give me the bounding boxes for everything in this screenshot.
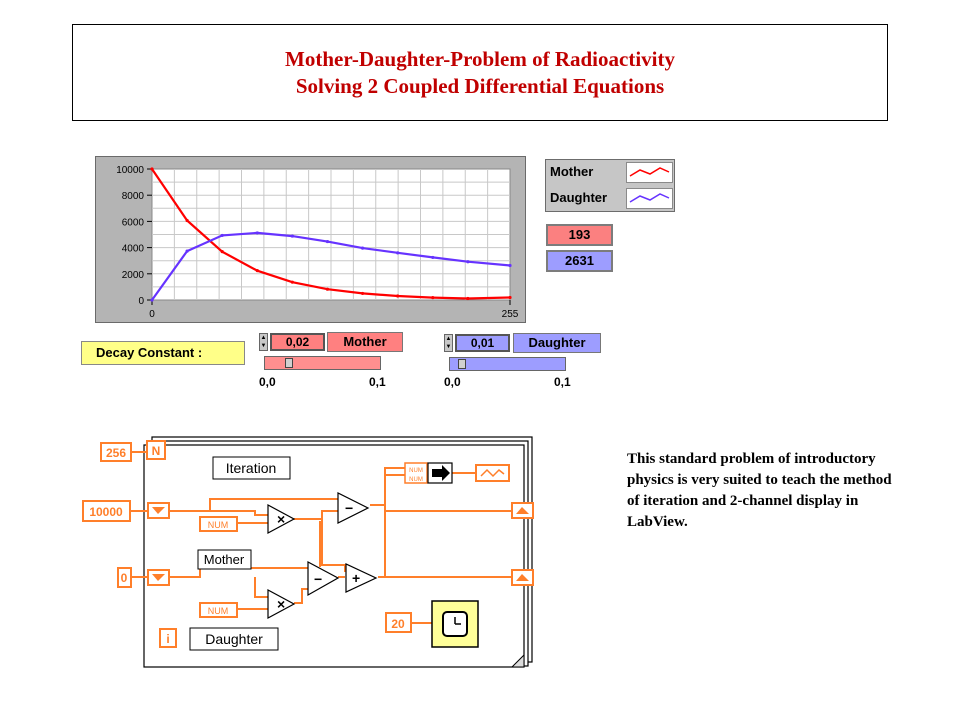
mother-decay-input[interactable]: 0,02 (270, 333, 325, 351)
y-tick-label: 8000 (121, 191, 144, 203)
legend-label-daughter: Daughter (550, 190, 608, 205)
iteration-terminal-label: i (166, 632, 170, 646)
daughter-decay-slider[interactable] (449, 357, 566, 371)
data-point-mother (326, 288, 329, 291)
block-diagram (80, 425, 550, 675)
title-line-1: Mother-Daughter-Problem of Radioactivity (285, 47, 675, 71)
data-point-mother (396, 294, 399, 297)
data-point-mother (185, 219, 188, 222)
mother-init-value: 10000 (89, 505, 123, 519)
data-point-daughter (361, 247, 364, 250)
n-terminal-label: N (151, 444, 161, 458)
legend-swatch-daughter (626, 188, 673, 209)
mother-decay-slider[interactable] (264, 356, 381, 370)
chart-legend (545, 159, 675, 212)
description-text: This standard problem of introductory physics is very suited to teach the method of iteration and 2-channel display in LabView. (627, 451, 892, 530)
data-point-mother (221, 250, 224, 253)
mother-slider-max: 0,1 (369, 375, 386, 389)
mother-name-label: Mother (327, 332, 403, 352)
x-tick-label: 255 (501, 309, 519, 320)
chart-terminal[interactable] (476, 465, 509, 481)
y-tick-label: 6000 (121, 217, 144, 229)
num-label-mother: NUM (207, 520, 229, 530)
data-point-daughter (185, 250, 188, 253)
data-point-daughter (291, 234, 294, 237)
legend-swatch-mother (626, 162, 673, 183)
x-tick-label: 0 (149, 309, 155, 320)
data-point-daughter (150, 298, 153, 301)
title-box (72, 24, 888, 121)
decay-constant-label: Decay Constant : (81, 341, 245, 365)
data-point-mother (466, 297, 469, 300)
daughter-slider-thumb[interactable] (458, 359, 466, 369)
daughter-init-value: 0 (120, 571, 128, 585)
minus-icon: − (345, 500, 354, 516)
minus-icon: − (314, 571, 323, 587)
data-point-daughter (326, 240, 329, 243)
multiply-icon: × (277, 596, 286, 612)
bundle-num-1: NUM (409, 468, 423, 474)
title-line-2: Solving 2 Coupled Differential Equations (295, 74, 665, 98)
y-tick-label: 2000 (121, 269, 144, 281)
waveform-chart[interactable] (95, 156, 526, 323)
num-label-daughter: NUM (207, 606, 229, 616)
daughter-label: Daughter (205, 631, 263, 647)
data-point-daughter (256, 231, 259, 234)
mother-slider-min: 0,0 (259, 375, 276, 389)
y-tick-label: 4000 (121, 243, 144, 255)
mother-readout: 193 (546, 224, 613, 246)
mother-label: Mother (203, 552, 245, 567)
y-tick-label: 10000 (116, 165, 144, 176)
iteration-label: Iteration (225, 460, 277, 476)
data-point-mother (361, 292, 364, 295)
wait-value: 20 (391, 617, 405, 631)
n-constant-value: 256 (105, 446, 127, 460)
data-point-daughter (221, 234, 224, 237)
plus-icon: + (352, 570, 361, 586)
daughter-readout: 2631 (546, 250, 613, 272)
daughter-slider-max: 0,1 (554, 375, 571, 389)
legend-item-daughter (546, 186, 676, 211)
daughter-slider-min: 0,0 (444, 375, 461, 389)
data-point-mother (508, 296, 511, 299)
chart-svg (96, 157, 527, 324)
data-point-mother (291, 281, 294, 284)
daughter-name-label: Daughter (513, 333, 601, 353)
data-point-daughter (508, 264, 511, 267)
data-point-daughter (431, 256, 434, 259)
legend-item-mother (546, 160, 676, 185)
y-tick-label: 0 (138, 296, 144, 307)
daughter-decay-input[interactable]: 0,01 (455, 334, 510, 352)
mother-spin-arrows[interactable]: ▲ ▼ (260, 335, 267, 349)
mother-slider-thumb[interactable] (285, 358, 293, 368)
bundle-num-2: NUM (409, 477, 423, 483)
legend-label-mother: Mother (550, 164, 594, 179)
daughter-spin-arrows[interactable]: ▲ ▼ (445, 336, 452, 350)
multiply-icon: × (277, 511, 286, 527)
data-point-daughter (396, 251, 399, 254)
data-point-mother (256, 269, 259, 272)
data-point-daughter (466, 260, 469, 263)
data-point-mother (150, 167, 153, 170)
data-point-mother (431, 296, 434, 299)
